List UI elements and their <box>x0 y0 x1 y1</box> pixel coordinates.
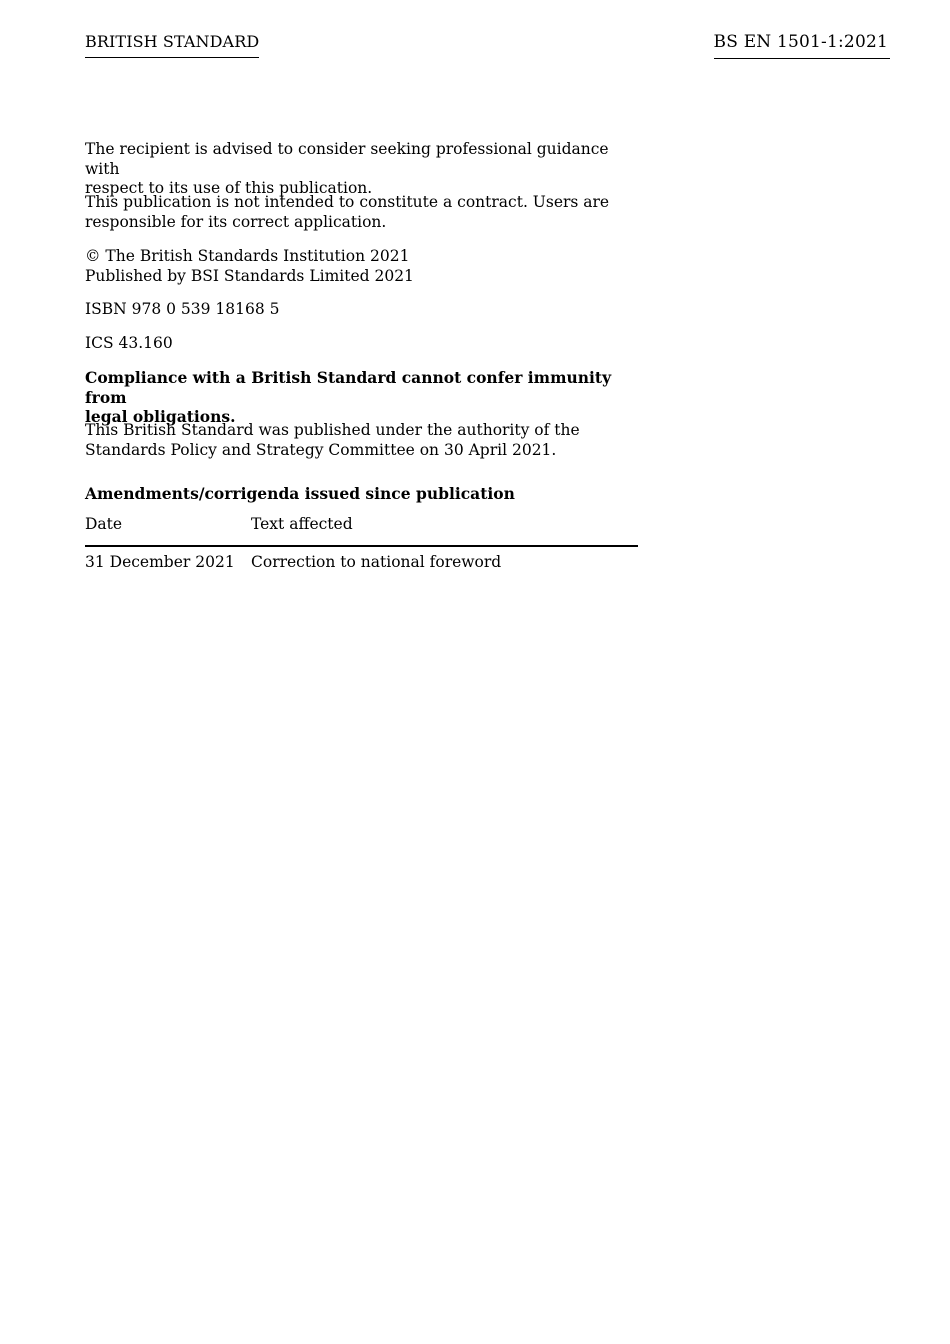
ics-line: ICS 43.160 <box>85 334 173 352</box>
compliance-paragraph <box>85 368 645 427</box>
amendments-title: Amendments/corrigenda issued since publication <box>85 484 515 503</box>
advice-paragraph <box>85 140 645 199</box>
amendments-header-row <box>85 513 638 546</box>
contract-line-1: This publication is not intended to constitute a contract. Users are <box>85 193 610 211</box>
amendment-date: 31 December 2021 <box>85 553 235 571</box>
copyright-line-1: © The British Standards Institution 2021 <box>85 247 410 265</box>
header-standard-label: BRITISH STANDARD <box>85 31 259 58</box>
advice-line-2: respect to its use of this publication. <box>85 179 373 197</box>
amendment-text: Correction to national foreword <box>251 553 502 571</box>
authority-line-2: Standards Policy and Strategy Committee on 30 April 2021. <box>85 440 557 459</box>
column-header-date: Date <box>85 513 251 546</box>
column-header-text-affected: Text affected <box>251 513 638 546</box>
copyright-paragraph <box>85 247 645 286</box>
authority-paragraph <box>85 421 645 460</box>
amendments-table <box>85 513 638 573</box>
table-row <box>85 546 638 573</box>
authority-line-1: This British Standard was published under the authority of the <box>85 421 580 439</box>
contract-paragraph <box>85 193 645 232</box>
header-document-number: BS EN 1501-1:2021 <box>714 31 890 59</box>
advice-line-1: The recipient is advised to consider seeking professional guidance with <box>85 140 609 178</box>
isbn-line: ISBN 978 0 539 18168 5 <box>85 300 280 318</box>
contract-line-2: responsible for its correct application. <box>85 212 387 231</box>
compliance-line-1: Compliance with a British Standard cannot confer immunity from <box>85 368 612 407</box>
copyright-line-2: Published by BSI Standards Limited 2021 <box>85 266 414 285</box>
compliance-line-2: legal obligations. <box>85 407 236 426</box>
